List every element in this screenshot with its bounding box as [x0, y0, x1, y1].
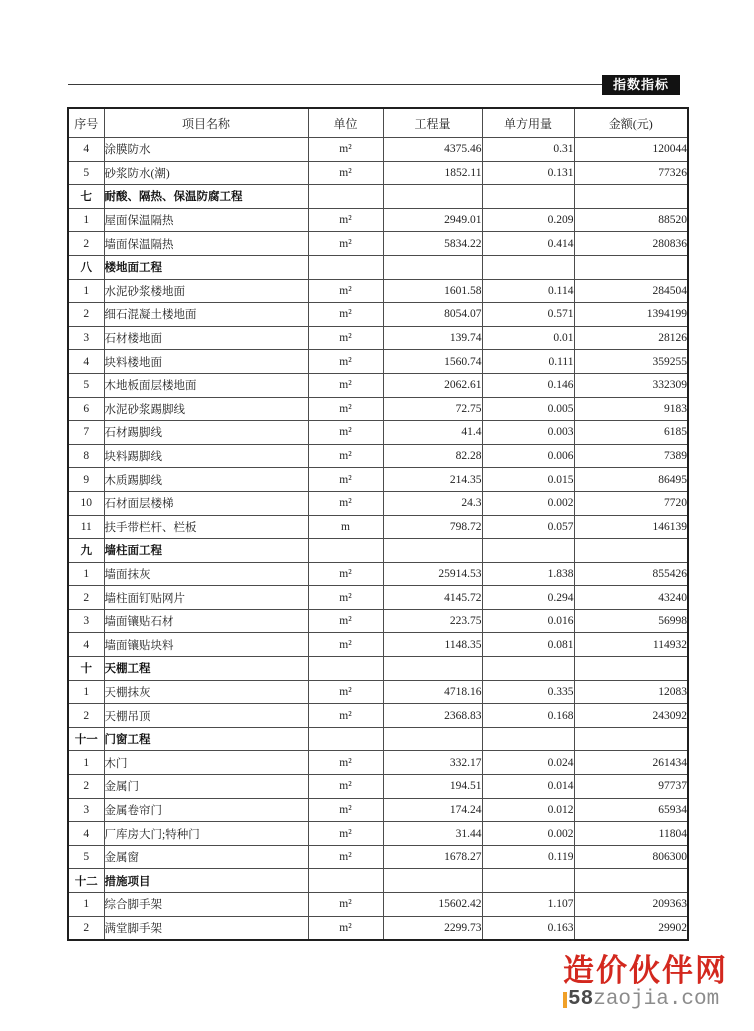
row-item-name: 石材面层楼梯	[104, 491, 308, 515]
row-per-unit: 0.414	[482, 232, 574, 256]
row-serial: 八	[68, 255, 104, 279]
row-item-name: 石材踢脚线	[104, 421, 308, 445]
row-unit: m²	[308, 326, 383, 350]
row-item-name: 水泥砂浆踢脚线	[104, 397, 308, 421]
row-unit: m²	[308, 373, 383, 397]
row-amount: 332309	[574, 373, 688, 397]
row-amount: 65934	[574, 798, 688, 822]
section-row	[68, 657, 688, 681]
row-serial: 七	[68, 185, 104, 209]
row-quantity: 214.35	[383, 468, 482, 492]
row-item-name: 木质踢脚线	[104, 468, 308, 492]
table-row	[68, 444, 688, 468]
watermark-url-suffix: zaojia.com	[593, 988, 720, 1011]
watermark-tick-mark	[563, 992, 567, 1008]
row-item-name: 墙面镶贴块料	[104, 633, 308, 657]
row-quantity: 5834.22	[383, 232, 482, 256]
table-row	[68, 491, 688, 515]
row-unit	[308, 657, 383, 681]
row-item-name: 满堂脚手架	[104, 916, 308, 940]
watermark-site-name: 造价伙伴网	[563, 953, 728, 988]
row-unit: m²	[308, 822, 383, 846]
row-item-name: 扶手带栏杆、栏板	[104, 515, 308, 539]
section-row	[68, 185, 688, 209]
row-amount: 43240	[574, 586, 688, 610]
row-item-name: 天棚工程	[104, 657, 308, 681]
row-per-unit: 0.114	[482, 279, 574, 303]
row-unit: m²	[308, 397, 383, 421]
row-unit: m²	[308, 303, 383, 327]
row-serial: 3	[68, 609, 104, 633]
table-row	[68, 680, 688, 704]
table-row	[68, 798, 688, 822]
col-header-quantity: 工程量	[383, 108, 482, 138]
row-quantity: 1852.11	[383, 161, 482, 185]
row-item-name: 墙柱面钉贴网片	[104, 586, 308, 610]
row-per-unit	[482, 185, 574, 209]
table-row	[68, 161, 688, 185]
row-serial: 九	[68, 539, 104, 563]
table-row	[68, 586, 688, 610]
row-item-name: 石材楼地面	[104, 326, 308, 350]
row-amount: 29902	[574, 916, 688, 940]
row-serial: 1	[68, 680, 104, 704]
row-quantity: 31.44	[383, 822, 482, 846]
row-item-name: 屋面保温隔热	[104, 208, 308, 232]
table-header-row	[68, 108, 688, 138]
row-quantity: 15602.42	[383, 893, 482, 917]
row-quantity: 4375.46	[383, 138, 482, 162]
row-unit: m²	[308, 893, 383, 917]
row-amount: 77326	[574, 161, 688, 185]
row-serial: 5	[68, 373, 104, 397]
header-rule	[68, 84, 602, 85]
row-unit: m²	[308, 798, 383, 822]
row-quantity	[383, 539, 482, 563]
row-per-unit: 0.168	[482, 704, 574, 728]
row-serial: 4	[68, 822, 104, 846]
row-amount: 243092	[574, 704, 688, 728]
row-quantity: 72.75	[383, 397, 482, 421]
row-unit: m²	[308, 208, 383, 232]
row-quantity: 223.75	[383, 609, 482, 633]
row-serial: 11	[68, 515, 104, 539]
col-header-per-unit: 单方用量	[482, 108, 574, 138]
row-unit	[308, 185, 383, 209]
row-per-unit: 0.01	[482, 326, 574, 350]
row-amount: 7720	[574, 491, 688, 515]
row-unit	[308, 255, 383, 279]
row-serial: 3	[68, 798, 104, 822]
row-per-unit	[482, 539, 574, 563]
row-per-unit	[482, 255, 574, 279]
row-amount: 114932	[574, 633, 688, 657]
row-amount: 97737	[574, 775, 688, 799]
row-amount: 7389	[574, 444, 688, 468]
row-unit: m²	[308, 421, 383, 445]
row-unit: m²	[308, 845, 383, 869]
row-item-name: 措施项目	[104, 869, 308, 893]
row-item-name: 墙面保温隔热	[104, 232, 308, 256]
row-serial: 2	[68, 704, 104, 728]
row-unit	[308, 869, 383, 893]
row-amount: 855426	[574, 562, 688, 586]
row-per-unit: 0.119	[482, 845, 574, 869]
row-per-unit: 0.146	[482, 373, 574, 397]
row-serial: 4	[68, 633, 104, 657]
col-header-name: 项目名称	[104, 108, 308, 138]
section-row	[68, 727, 688, 751]
table-row	[68, 562, 688, 586]
row-serial: 4	[68, 138, 104, 162]
table-row	[68, 822, 688, 846]
row-serial: 1	[68, 208, 104, 232]
row-amount: 120044	[574, 138, 688, 162]
row-per-unit	[482, 869, 574, 893]
row-unit: m²	[308, 586, 383, 610]
row-amount: 86495	[574, 468, 688, 492]
section-row	[68, 869, 688, 893]
row-unit: m²	[308, 775, 383, 799]
row-quantity	[383, 185, 482, 209]
row-item-name: 木地板面层楼地面	[104, 373, 308, 397]
row-amount: 28126	[574, 326, 688, 350]
row-quantity: 798.72	[383, 515, 482, 539]
row-quantity	[383, 657, 482, 681]
row-serial: 1	[68, 751, 104, 775]
row-amount: 209363	[574, 893, 688, 917]
row-serial: 1	[68, 893, 104, 917]
table-row	[68, 373, 688, 397]
row-per-unit: 0.005	[482, 397, 574, 421]
row-per-unit: 0.024	[482, 751, 574, 775]
row-quantity: 41.4	[383, 421, 482, 445]
row-quantity: 24.3	[383, 491, 482, 515]
row-quantity: 8054.07	[383, 303, 482, 327]
row-amount: 11804	[574, 822, 688, 846]
row-unit: m²	[308, 633, 383, 657]
row-per-unit: 0.015	[482, 468, 574, 492]
row-unit	[308, 539, 383, 563]
row-quantity: 194.51	[383, 775, 482, 799]
row-quantity: 4145.72	[383, 586, 482, 610]
row-amount: 261434	[574, 751, 688, 775]
row-unit: m²	[308, 609, 383, 633]
row-item-name: 金属卷帘门	[104, 798, 308, 822]
row-item-name: 水泥砂浆楼地面	[104, 279, 308, 303]
row-quantity: 82.28	[383, 444, 482, 468]
section-row	[68, 255, 688, 279]
table-row	[68, 232, 688, 256]
row-quantity: 4718.16	[383, 680, 482, 704]
row-item-name: 厂库房大门;特种门	[104, 822, 308, 846]
row-item-name: 细石混凝土楼地面	[104, 303, 308, 327]
row-per-unit: 0.006	[482, 444, 574, 468]
row-amount: 284504	[574, 279, 688, 303]
row-item-name: 木门	[104, 751, 308, 775]
row-amount	[574, 657, 688, 681]
row-quantity: 2949.01	[383, 208, 482, 232]
table-row	[68, 468, 688, 492]
table-row	[68, 633, 688, 657]
row-amount	[574, 255, 688, 279]
row-serial: 十二	[68, 869, 104, 893]
row-item-name: 墙柱面工程	[104, 539, 308, 563]
row-serial: 2	[68, 303, 104, 327]
row-quantity: 25914.53	[383, 562, 482, 586]
table-row	[68, 609, 688, 633]
table-body	[68, 138, 688, 941]
row-per-unit: 0.31	[482, 138, 574, 162]
row-item-name: 涂膜防水	[104, 138, 308, 162]
row-per-unit: 0.016	[482, 609, 574, 633]
row-amount: 359255	[574, 350, 688, 374]
row-item-name: 天棚抹灰	[104, 680, 308, 704]
row-per-unit: 1.838	[482, 562, 574, 586]
row-item-name: 金属窗	[104, 845, 308, 869]
row-serial: 1	[68, 562, 104, 586]
row-per-unit: 0.081	[482, 633, 574, 657]
table-row	[68, 704, 688, 728]
row-unit: m²	[308, 751, 383, 775]
row-serial: 2	[68, 232, 104, 256]
col-header-unit: 单位	[308, 108, 383, 138]
row-amount: 1394199	[574, 303, 688, 327]
row-serial: 7	[68, 421, 104, 445]
row-serial: 2	[68, 586, 104, 610]
row-serial: 3	[68, 326, 104, 350]
row-quantity: 174.24	[383, 798, 482, 822]
table-row	[68, 775, 688, 799]
row-unit: m²	[308, 916, 383, 940]
row-unit: m²	[308, 562, 383, 586]
row-unit: m	[308, 515, 383, 539]
table-row	[68, 138, 688, 162]
row-quantity: 2299.73	[383, 916, 482, 940]
row-unit: m²	[308, 350, 383, 374]
row-item-name: 综合脚手架	[104, 893, 308, 917]
row-unit: m²	[308, 138, 383, 162]
row-unit: m²	[308, 232, 383, 256]
row-serial: 1	[68, 279, 104, 303]
row-unit: m²	[308, 468, 383, 492]
row-unit: m²	[308, 444, 383, 468]
site-watermark	[563, 954, 754, 1012]
row-quantity: 1560.74	[383, 350, 482, 374]
row-per-unit: 0.014	[482, 775, 574, 799]
row-quantity	[383, 727, 482, 751]
row-amount: 146139	[574, 515, 688, 539]
row-serial: 6	[68, 397, 104, 421]
watermark-url-prefix: 58	[568, 988, 594, 1011]
row-amount	[574, 869, 688, 893]
row-quantity: 332.17	[383, 751, 482, 775]
row-per-unit: 0.003	[482, 421, 574, 445]
row-quantity	[383, 255, 482, 279]
row-amount: 280836	[574, 232, 688, 256]
row-per-unit	[482, 657, 574, 681]
row-per-unit: 0.163	[482, 916, 574, 940]
row-amount: 12083	[574, 680, 688, 704]
row-item-name: 块料踢脚线	[104, 444, 308, 468]
row-item-name: 砂浆防水(潮)	[104, 161, 308, 185]
table-row	[68, 303, 688, 327]
row-quantity: 1148.35	[383, 633, 482, 657]
table-row	[68, 845, 688, 869]
row-amount: 806300	[574, 845, 688, 869]
row-quantity: 1601.58	[383, 279, 482, 303]
row-per-unit: 0.002	[482, 491, 574, 515]
row-serial: 十	[68, 657, 104, 681]
row-per-unit: 0.335	[482, 680, 574, 704]
row-unit: m²	[308, 279, 383, 303]
col-header-serial: 序号	[68, 108, 104, 138]
section-row	[68, 539, 688, 563]
table-row	[68, 326, 688, 350]
row-serial: 4	[68, 350, 104, 374]
row-serial: 2	[68, 916, 104, 940]
table-row	[68, 893, 688, 917]
row-item-name: 墙面抹灰	[104, 562, 308, 586]
table-row	[68, 515, 688, 539]
page-section-badge: 指数指标	[602, 75, 680, 95]
row-per-unit: 0.209	[482, 208, 574, 232]
row-quantity: 1678.27	[383, 845, 482, 869]
row-per-unit: 0.294	[482, 586, 574, 610]
row-per-unit: 1.107	[482, 893, 574, 917]
table-row	[68, 916, 688, 940]
cost-index-table	[67, 107, 689, 941]
row-unit: m²	[308, 161, 383, 185]
watermark-site-url	[563, 988, 754, 1012]
row-item-name: 块料楼地面	[104, 350, 308, 374]
row-item-name: 墙面镶贴石材	[104, 609, 308, 633]
row-quantity: 2368.83	[383, 704, 482, 728]
row-amount: 9183	[574, 397, 688, 421]
row-amount: 56998	[574, 609, 688, 633]
row-per-unit: 0.012	[482, 798, 574, 822]
row-amount: 88520	[574, 208, 688, 232]
row-quantity	[383, 869, 482, 893]
row-unit: m²	[308, 680, 383, 704]
row-item-name: 门窗工程	[104, 727, 308, 751]
row-serial: 9	[68, 468, 104, 492]
row-serial: 5	[68, 845, 104, 869]
row-serial: 5	[68, 161, 104, 185]
row-per-unit: 0.571	[482, 303, 574, 327]
col-header-amount: 金额(元)	[574, 108, 688, 138]
table-row	[68, 397, 688, 421]
row-quantity: 2062.61	[383, 373, 482, 397]
row-item-name: 耐酸、隔热、保温防腐工程	[104, 185, 308, 209]
row-serial: 10	[68, 491, 104, 515]
row-unit	[308, 727, 383, 751]
row-per-unit: 0.131	[482, 161, 574, 185]
row-serial: 2	[68, 775, 104, 799]
table-row	[68, 421, 688, 445]
row-amount: 6185	[574, 421, 688, 445]
table-row	[68, 208, 688, 232]
table-row	[68, 279, 688, 303]
row-amount	[574, 185, 688, 209]
row-item-name: 金属门	[104, 775, 308, 799]
row-unit: m²	[308, 704, 383, 728]
row-per-unit: 0.057	[482, 515, 574, 539]
row-amount	[574, 727, 688, 751]
row-per-unit: 0.002	[482, 822, 574, 846]
row-amount	[574, 539, 688, 563]
row-serial: 十一	[68, 727, 104, 751]
table-row	[68, 350, 688, 374]
row-item-name: 天棚吊顶	[104, 704, 308, 728]
row-per-unit	[482, 727, 574, 751]
row-quantity: 139.74	[383, 326, 482, 350]
table-row	[68, 751, 688, 775]
row-item-name: 楼地面工程	[104, 255, 308, 279]
row-per-unit: 0.111	[482, 350, 574, 374]
row-unit: m²	[308, 491, 383, 515]
row-serial: 8	[68, 444, 104, 468]
